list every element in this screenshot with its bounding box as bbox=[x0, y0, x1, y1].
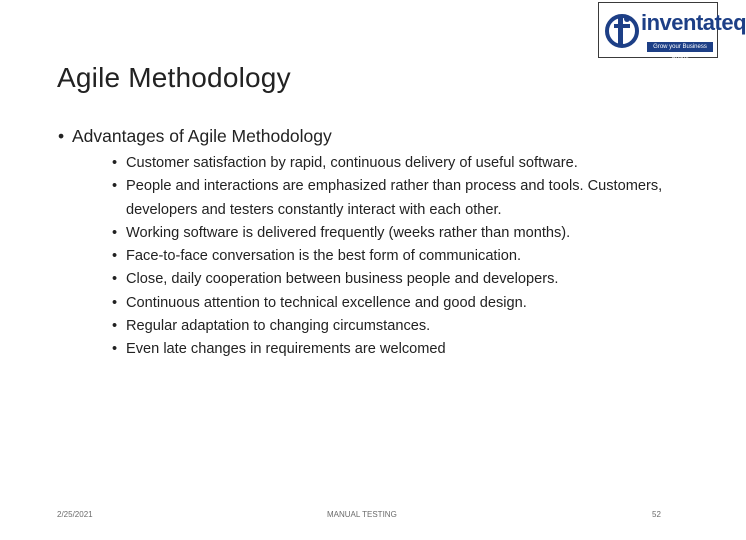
sub-bullet-list bbox=[112, 152, 672, 362]
list-item: • Working software is delivered frequently (weeks rather than months). bbox=[112, 222, 672, 245]
list-item: • People and interactions are emphasized rather than process and tools. Customers, developers and testers constantly interact with each other. bbox=[112, 175, 672, 222]
slide-number: 52 bbox=[652, 510, 661, 519]
company-logo bbox=[598, 2, 746, 60]
bullet-icon: • bbox=[112, 155, 118, 171]
list-item: • Close, daily cooperation between business people and developers. bbox=[112, 268, 672, 291]
bullet-icon: • bbox=[112, 294, 118, 311]
logo-wordmark: inventateq bbox=[641, 10, 746, 35]
list-item: • Customer satisfaction by rapid, continuous delivery of useful software. bbox=[112, 152, 672, 175]
bullet-icon: • bbox=[112, 318, 118, 335]
bullet-icon: • bbox=[58, 126, 65, 146]
logo-tagline: Grow your Business Online bbox=[647, 42, 713, 52]
bullet-icon: • bbox=[112, 248, 118, 265]
bullet-icon: • bbox=[112, 224, 118, 241]
list-item: • Even late changes in requirements are welcomed bbox=[112, 338, 672, 361]
footer-title: MANUAL TESTING bbox=[327, 510, 397, 519]
footer-date: 2/25/2021 bbox=[57, 510, 93, 519]
inventateq-logo-mark-icon bbox=[605, 9, 639, 53]
list-item: • Regular adaptation to changing circumstances. bbox=[112, 315, 672, 338]
bullet-icon: • bbox=[112, 341, 118, 358]
slide-title: Agile Methodology bbox=[57, 62, 291, 93]
bullet-icon: • bbox=[112, 178, 118, 195]
main-bullet-text: Advantages of Agile Methodology bbox=[72, 126, 332, 146]
main-bullet bbox=[58, 126, 332, 147]
list-item: • Continuous attention to technical excellence and good design. bbox=[112, 292, 672, 315]
bullet-icon: • bbox=[112, 271, 118, 288]
list-item: • Face-to-face conversation is the best form of communication. bbox=[112, 245, 672, 268]
